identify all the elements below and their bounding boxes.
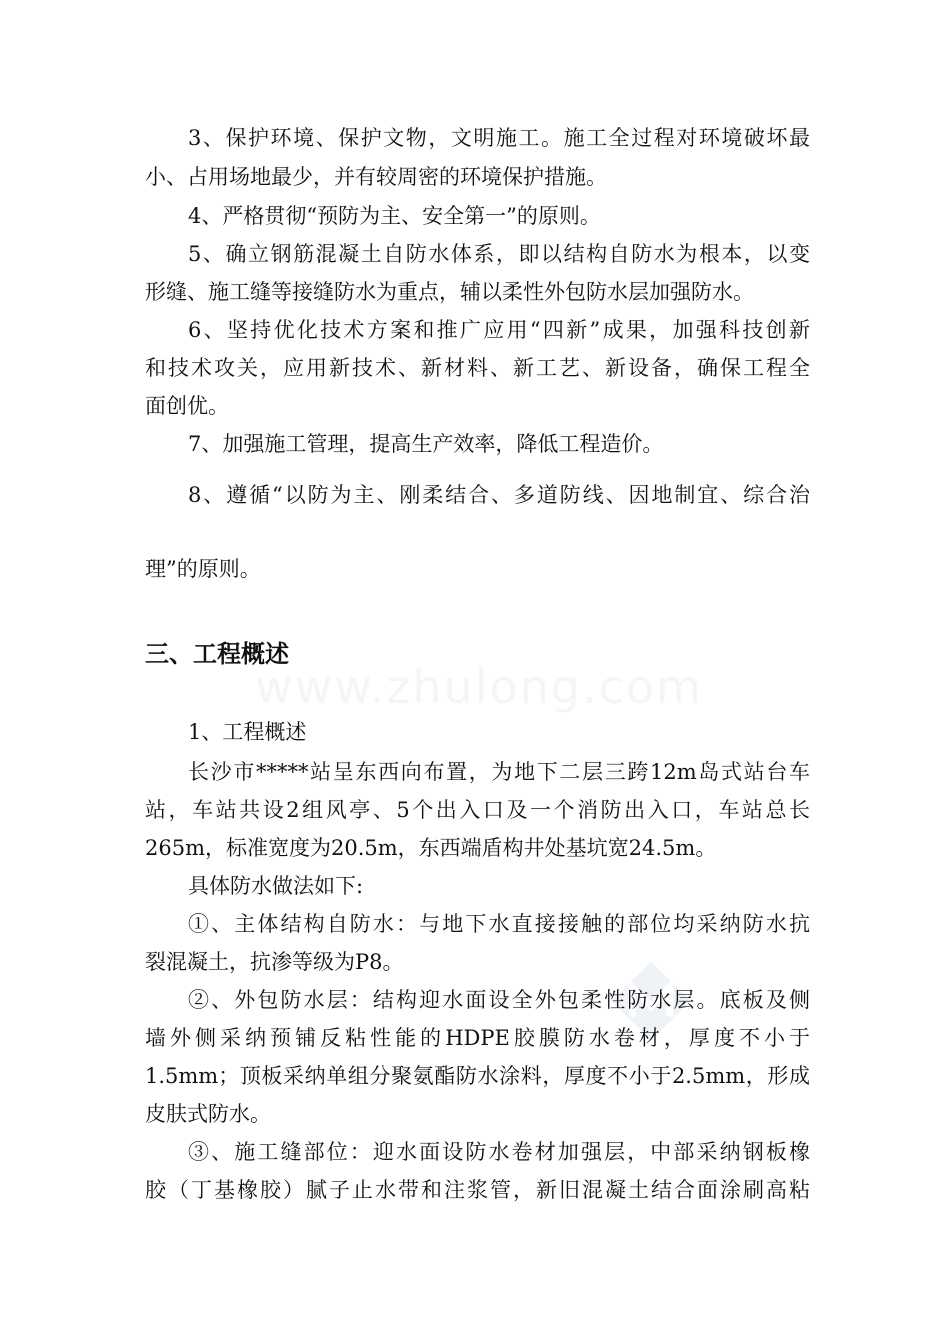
principle-3-line-2: 小、占用场地最少，并有较周密的环境保护措施。 (145, 165, 607, 189)
principle-4-line-1: 4、严格贯彻“预防为主、安全第一”的原则。 (188, 204, 601, 228)
principle-8-line-1: 8、遵循“以防为主、刚柔结合、多道防线、因地制宜、综合治 (188, 483, 810, 507)
watermark-text: www.zhulong.com (255, 660, 703, 714)
item-1-line-1: ①、主体结构自防水：与地下水直接接触的部位均采纳防水抗 (188, 912, 810, 936)
overview-line-2: 站，车站共设2组风亭、5个出入口及一个消防出入口，车站总长 (145, 798, 810, 822)
principle-6-line-2: 和技术攻关，应用新技术、新材料、新工艺、新设备，确保工程全 (145, 356, 810, 380)
principle-6-line-1: 6、坚持优化技术方案和推广应用“四新”成果，加强科技创新 (188, 318, 810, 342)
method-intro-line: 具体防水做法如下: (188, 874, 364, 898)
section-heading: 三、工程概述 (145, 640, 289, 668)
principle-8-line-2: 理”的原则。 (145, 557, 261, 581)
item-3-line-2: 胶（丁基橡胶）腻子止水带和注浆管，新旧混凝土结合面涂刷高粘 (145, 1178, 810, 1202)
principle-5-line-2: 形缝、施工缝等接缝防水为重点，辅以柔性外包防水层加强防水。 (145, 280, 754, 304)
item-2-line-2: 墙外侧采纳预铺反粘性能的HDPE胶膜防水卷材，厚度不小于 (145, 1026, 810, 1050)
principle-6-line-3: 面创优。 (145, 394, 229, 418)
item-1-line-2: 裂混凝土，抗渗等级为P8。 (145, 950, 404, 974)
item-2-line-1: ②、外包防水层：结构迎水面设全外包柔性防水层。底板及侧 (188, 988, 810, 1012)
overview-line-3: 265m，标准宽度为20.5m，东西端盾构井处基坑宽24.5m。 (145, 836, 717, 860)
item-3-line-1: ③、施工缝部位：迎水面设防水卷材加强层，中部采纳钢板橡 (188, 1140, 810, 1164)
overview-line-1: 长沙市*****站呈东西向布置，为地下二层三跨12m岛式站台车 (188, 760, 810, 784)
principle-5-line-1: 5、确立钢筋混凝土自防水体系，即以结构自防水为根本，以变 (188, 242, 810, 266)
section-subheading: 1、工程概述 (188, 720, 307, 744)
item-2-line-4: 皮肤式防水。 (145, 1102, 271, 1126)
principle-7-line-1: 7、加强施工管理，提高生产效率，降低工程造价。 (188, 432, 664, 456)
item-2-line-3: 1.5mm；顶板采纳单组分聚氨酯防水涂料，厚度不小于2.5mm，形成 (145, 1064, 810, 1088)
principle-3-line-1: 3、保护环境、保护文物，文明施工。施工全过程对环境破坏最 (188, 126, 810, 150)
